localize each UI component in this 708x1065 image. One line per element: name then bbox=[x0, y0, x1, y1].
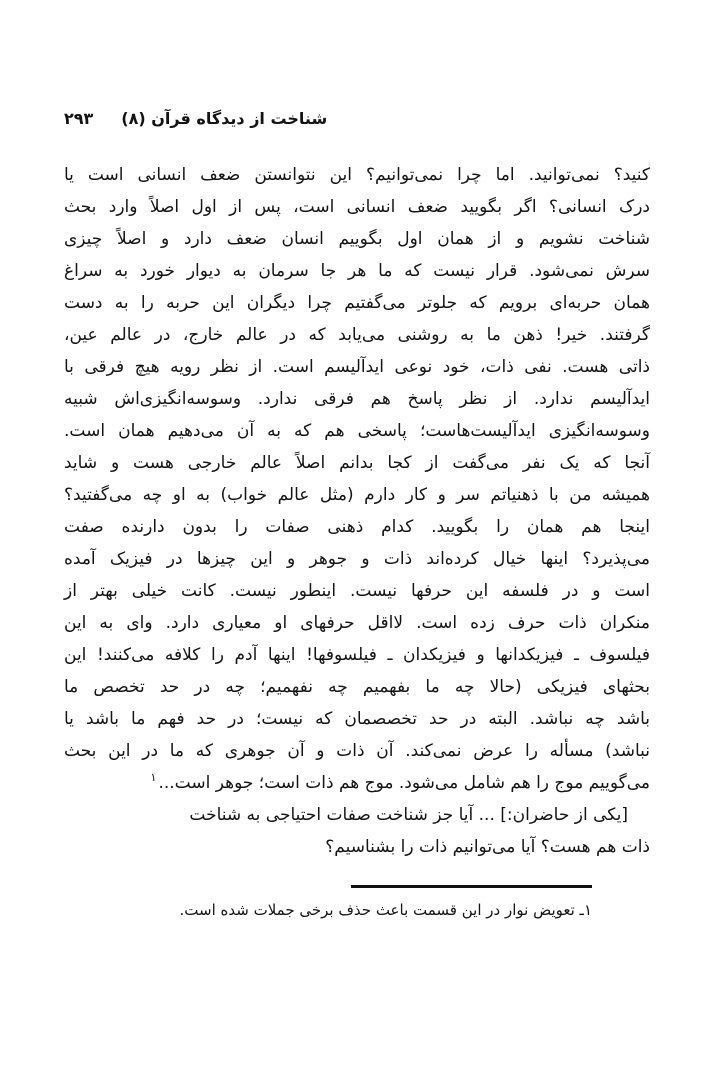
text-line: ذاتی هست. نفی ذات، خود نوعی ایدآلیسم است. از نظر رویه هیچ فرقی با bbox=[64, 357, 650, 377]
text-line: شناخت نشویم و از همان اول بگوییم انسان ضعف دارد و اصلاً چیزی bbox=[64, 229, 650, 249]
text-line: سرش نمی‌شود. قرار نیست که ما هر جا سرمان به دیوار خورد به سراغ bbox=[64, 261, 650, 281]
text-line: [یکی از حاضران:] ... آیا جز شناخت صفات احتیاجی به شناخت bbox=[189, 805, 628, 825]
text-line: اینجا هم همان را بگویید. کدام ذهنی صفات را بدون دارنده صفت bbox=[64, 517, 650, 537]
text-line: منکران ذات حرف زده است. لااقل حرفهای او معیاری دارد. وای به این bbox=[64, 613, 650, 633]
text-line: درک انسانی؟ اگر بگویید ضعف انسانی است، پس از اول اصلاً وارد بحث bbox=[64, 197, 650, 217]
text-line: آنجا که یک نفر می‌گفت از کجا بدانم اصلاً عالم خارجی هست و شاید bbox=[64, 453, 650, 473]
text-line: وسوسه‌انگیزی ایدآلیست‌هاست؛ پاسخی هم که به آن می‌دهیم همان است. bbox=[64, 421, 650, 441]
text-line: ایدآلیسم ندارد. از نظر پاسخ هم فرقی ندارد. وسوسه‌انگیزی‌اش شبیه bbox=[64, 389, 650, 409]
text-line: نباشد) مسأله را عرض نمی‌کند. آن ذات و آن جوهری که ما در این بحث bbox=[64, 741, 650, 761]
text-line: بحثهای فیزیکی (حالا چه ما بفهمیم چه نفهمیم؛ چه در حد تخصص ما bbox=[64, 677, 650, 697]
page-header bbox=[64, 109, 327, 128]
text-line: می‌پذیرد؟ اینها خیال کرده‌اند ذات و جوهر و این چیزها در فیزیک آمده bbox=[64, 549, 650, 569]
text-line: همیشه من با ذهنیاتم سر و کار دارم (مثل عالم خواب) به او چه می‌گفتید؟ bbox=[64, 485, 650, 505]
footnote-text: ۱ـ تعویض نوار در این قسمت باعث حذف برخی جملات شده است. bbox=[179, 901, 592, 919]
text-line: گرفتند. خیر! ذهن ما به روشنی می‌یابد که در عالم خارج، در عالم عین، bbox=[64, 325, 650, 345]
footnote-separator bbox=[351, 885, 592, 888]
text-line: فیلسوف ـ فیزیکدانها و فیزیکدان ـ فیلسوفها! اینها آدم را کلافه می‌کنند! این bbox=[64, 645, 650, 665]
text-line: می‌گوییم موج را هم شامل می‌شود. موج هم ذات است؛ جوهر است...$^۱$ bbox=[150, 771, 650, 793]
text-line: باشد چه نباشد. البته در حد تخصصمان که نیست؛ در حد فهم ما باشد یا bbox=[64, 709, 650, 729]
footnote-ref: ۱ bbox=[150, 771, 157, 785]
text-line: کنید؟ نمی‌توانید. اما چرا نمی‌توانیم؟ این نتوانستن ضعف انسانی است یا bbox=[64, 165, 650, 185]
text-line: ذات هم هست؟ آیا می‌توانیم ذات را بشناسیم؟ bbox=[325, 837, 650, 857]
running-title: شناخت از دیدگاه قرآن (۸) bbox=[121, 109, 328, 128]
body-text bbox=[64, 159, 650, 863]
page-number: ۲۹۳ bbox=[64, 109, 94, 128]
text-line: همان حربه‌ای برویم که جلوتر می‌گفتیم چرا دیگران این حربه را به دست bbox=[64, 293, 650, 313]
text-line: است و در فلسفه این حرفها نیست. اینطور نیست. کانت خیلی بهتر از bbox=[64, 581, 650, 601]
